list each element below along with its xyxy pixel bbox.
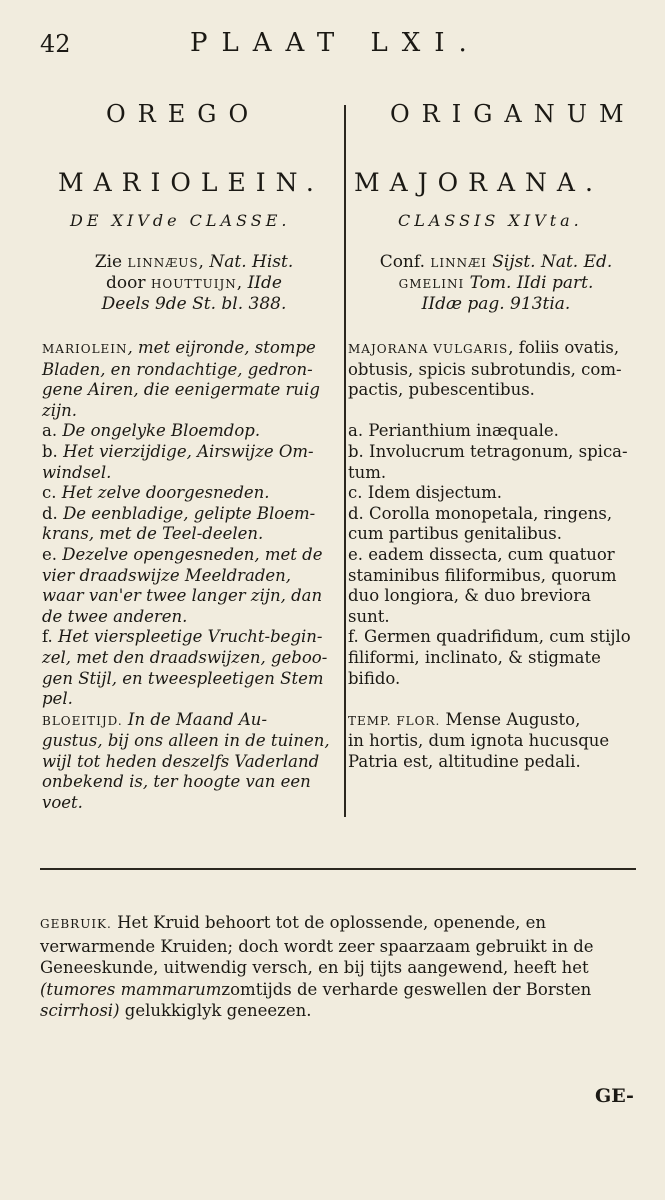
text-line: [348, 566, 631, 587]
text-line: [42, 380, 330, 401]
line-text: Het zelve doorgesneden.: [61, 483, 270, 503]
text-line: [348, 463, 631, 484]
ref-text: ,: [198, 252, 210, 272]
dutch-reference: [54, 252, 334, 314]
line-text: , met eijronde, stompe: [127, 338, 316, 357]
latin-description: [348, 338, 631, 772]
text-line: [348, 607, 631, 628]
line-text: In de Maand Au-: [122, 709, 268, 729]
text-line: [348, 524, 631, 545]
column-divider: [344, 105, 346, 817]
dutch-class: DE XIVde CLASSE.: [70, 211, 291, 230]
line-text: d. Corolla monopetala, ringens,: [348, 503, 613, 523]
text-line: [40, 936, 640, 958]
line-text: e. eadem dissecta, cum quatuor: [348, 544, 615, 564]
small-caps-term: BLOEITIJD.: [42, 713, 123, 728]
text-line: [42, 483, 330, 504]
text-line: [42, 463, 330, 484]
text-line: [42, 338, 330, 360]
line-text: verwarmende Kruiden; doch wordt zeer spaarzaam gebruikt in de: [40, 936, 594, 956]
text-line: [40, 912, 640, 936]
text-line: [348, 504, 631, 525]
text-line: [348, 731, 631, 752]
line-text: Het vierspleetige Vrucht-begin-: [58, 627, 323, 647]
latin-species: MAJORANA.: [354, 168, 603, 197]
small-caps-term: GEBRUIK.: [40, 917, 112, 931]
figure-letter: b.: [42, 441, 64, 461]
small-caps-term: MAJORANA VULGARIS: [348, 342, 509, 356]
plate-title: PLAAT LXI.: [190, 28, 481, 58]
text-line: [348, 752, 631, 773]
line-text: scirrhosi): [40, 1001, 120, 1020]
line-text: waar van'er twee langer zijn, dan: [42, 586, 323, 606]
line-text: zijn.: [42, 400, 77, 420]
line-text: c. Idem disjectum.: [348, 483, 503, 503]
line-text: zomtijds de verharde geswellen der Borsten: [221, 979, 592, 999]
latin-class: CLASSIS XIVta.: [398, 211, 583, 230]
figure-letter: e.: [42, 544, 63, 564]
ref-text: door: [106, 273, 151, 293]
ref-work: IIde: [247, 273, 282, 293]
line-text: Bladen, en rondachtige, gedron-: [42, 359, 313, 379]
line-text: gen Stijl, en tweespleetigen Stem: [42, 668, 324, 688]
text-line: [348, 442, 631, 463]
latin-genus: ORIGANUM: [390, 100, 636, 128]
text-line: [42, 360, 330, 381]
line-text: zel, met den draadswijzen, geboo-: [42, 647, 328, 667]
text-line: [348, 669, 631, 690]
text-line: [42, 566, 330, 587]
usage-paragraph: [40, 912, 640, 1022]
text-line: [348, 483, 631, 504]
text-line: [42, 607, 330, 628]
text-line: [42, 793, 330, 814]
text-line: [348, 421, 631, 442]
small-caps-term: TEMP. FLOR.: [348, 713, 441, 728]
dutch-description: [42, 338, 330, 814]
ref-author: LINNÆI: [430, 256, 487, 270]
line-text: Geneeskunde, uitwendig versch, en bij tijts aangewend, heeft het: [40, 958, 589, 977]
line-text: gene Airen, die eenigermate ruig: [42, 380, 320, 400]
text-line: [348, 401, 631, 422]
line-text: voet.: [42, 793, 83, 813]
text-line: [42, 504, 330, 525]
line-text: onbekend is, ter hoogte van een: [42, 772, 311, 792]
line-text: vier draadswijze Meeldraden,: [42, 565, 292, 585]
ref-text: Zie: [94, 252, 128, 272]
catchword: GE-: [595, 1085, 634, 1107]
line-text: Patria est, altitudine pedali.: [348, 751, 581, 771]
text-line: [42, 524, 330, 545]
text-line: [42, 710, 330, 732]
text-line: [42, 731, 330, 752]
line-text: gustus, bij ons alleen in de tuinen,: [42, 731, 330, 751]
line-text: , foliis ovatis,: [508, 338, 620, 357]
text-line: [40, 1000, 640, 1022]
dutch-genus: OREGO: [106, 100, 261, 128]
line-text: Het Kruid behoort tot de oplossende, openende, en: [111, 913, 546, 932]
text-line: [42, 586, 330, 607]
ref-author: GMELINI: [398, 277, 465, 291]
small-caps-term: MARIOLEIN: [42, 342, 128, 356]
text-line: [42, 689, 330, 710]
figure-letter: c.: [42, 483, 62, 503]
text-line: [40, 979, 640, 1001]
line-text: de twee anderen.: [42, 606, 188, 626]
text-line: [42, 648, 330, 669]
text-line: [42, 772, 330, 793]
line-text: in hortis, dum ignota hucusque: [348, 731, 610, 751]
dutch-species: MARIOLEIN.: [58, 168, 324, 197]
page-number: 42: [40, 30, 71, 58]
line-text: filiformi, inclinato, & stigmate: [348, 647, 601, 667]
text-line: [348, 380, 631, 401]
line-text: f. Germen quadrifidum, cum stijlo: [348, 627, 631, 647]
line-text: pel.: [42, 689, 73, 709]
text-line: [348, 586, 631, 607]
line-text: obtusis, spicis subrotundis, com-: [348, 359, 622, 379]
ref-text: Conf.: [379, 252, 431, 272]
line-text: Het vierzijdige, Airswijze Om-: [63, 441, 314, 461]
ref-text: ,: [236, 273, 248, 293]
figure-letter: a.: [42, 421, 63, 441]
line-text: sunt.: [348, 606, 390, 626]
line-text: Mense Augusto,: [440, 709, 581, 729]
line-text: a. Perianthium inæquale.: [348, 421, 559, 441]
line-text: Dezelve opengesneden, met de: [62, 544, 323, 564]
line-text: De ongelyke Bloemdop.: [62, 421, 261, 441]
line-text: bifido.: [348, 668, 401, 688]
line-text: (tumores mammarum: [40, 979, 222, 999]
line-text: krans, met de Teel-deelen.: [42, 524, 264, 544]
line-text: staminibus filiformibus, quorum: [348, 565, 617, 585]
text-line: [348, 360, 631, 381]
ref-author: HOUTTUIJN: [150, 277, 237, 291]
figure-letter: d.: [42, 503, 64, 523]
text-line: [348, 689, 631, 710]
text-line: [42, 669, 330, 690]
ref-author: LINNÆUS: [127, 256, 199, 270]
latin-reference: [350, 252, 642, 314]
text-line: [42, 627, 330, 648]
line-text: wijl tot heden deszelfs Vaderland: [42, 751, 320, 771]
text-line: [42, 752, 330, 773]
ref-pages: Deels 9de St. bl. 388.: [101, 294, 287, 314]
figure-letter: f.: [42, 627, 59, 647]
line-text: De eenbladige, gelipte Bloem-: [63, 503, 316, 523]
line-text: gelukkiglyk geneezen.: [119, 1001, 312, 1020]
text-line: [348, 710, 631, 732]
line-text: cum partibus genitalibus.: [348, 524, 563, 544]
text-line: [42, 401, 330, 422]
ref-work: Sijst. Nat. Ed.: [492, 252, 613, 272]
text-line: [42, 545, 330, 566]
text-line: [348, 545, 631, 566]
ref-work: Nat. Hist.: [209, 252, 294, 272]
text-line: [42, 442, 330, 463]
ref-work: Tom. IIdi part.: [464, 273, 594, 293]
text-line: [348, 338, 631, 360]
line-text: duo longiora, & duo breviora: [348, 586, 591, 606]
line-text: pactis, pubescentibus.: [348, 380, 535, 400]
line-text: b. Involucrum tetragonum, spica-: [348, 441, 628, 461]
text-line: [348, 648, 631, 669]
text-line: [42, 421, 330, 442]
ref-pages: IIdæ pag. 913tia.: [421, 294, 571, 314]
section-rule: [40, 868, 636, 870]
line-text: windsel.: [42, 462, 112, 482]
text-line: [40, 957, 640, 979]
line-text: tum.: [348, 462, 387, 482]
text-line: [348, 627, 631, 648]
